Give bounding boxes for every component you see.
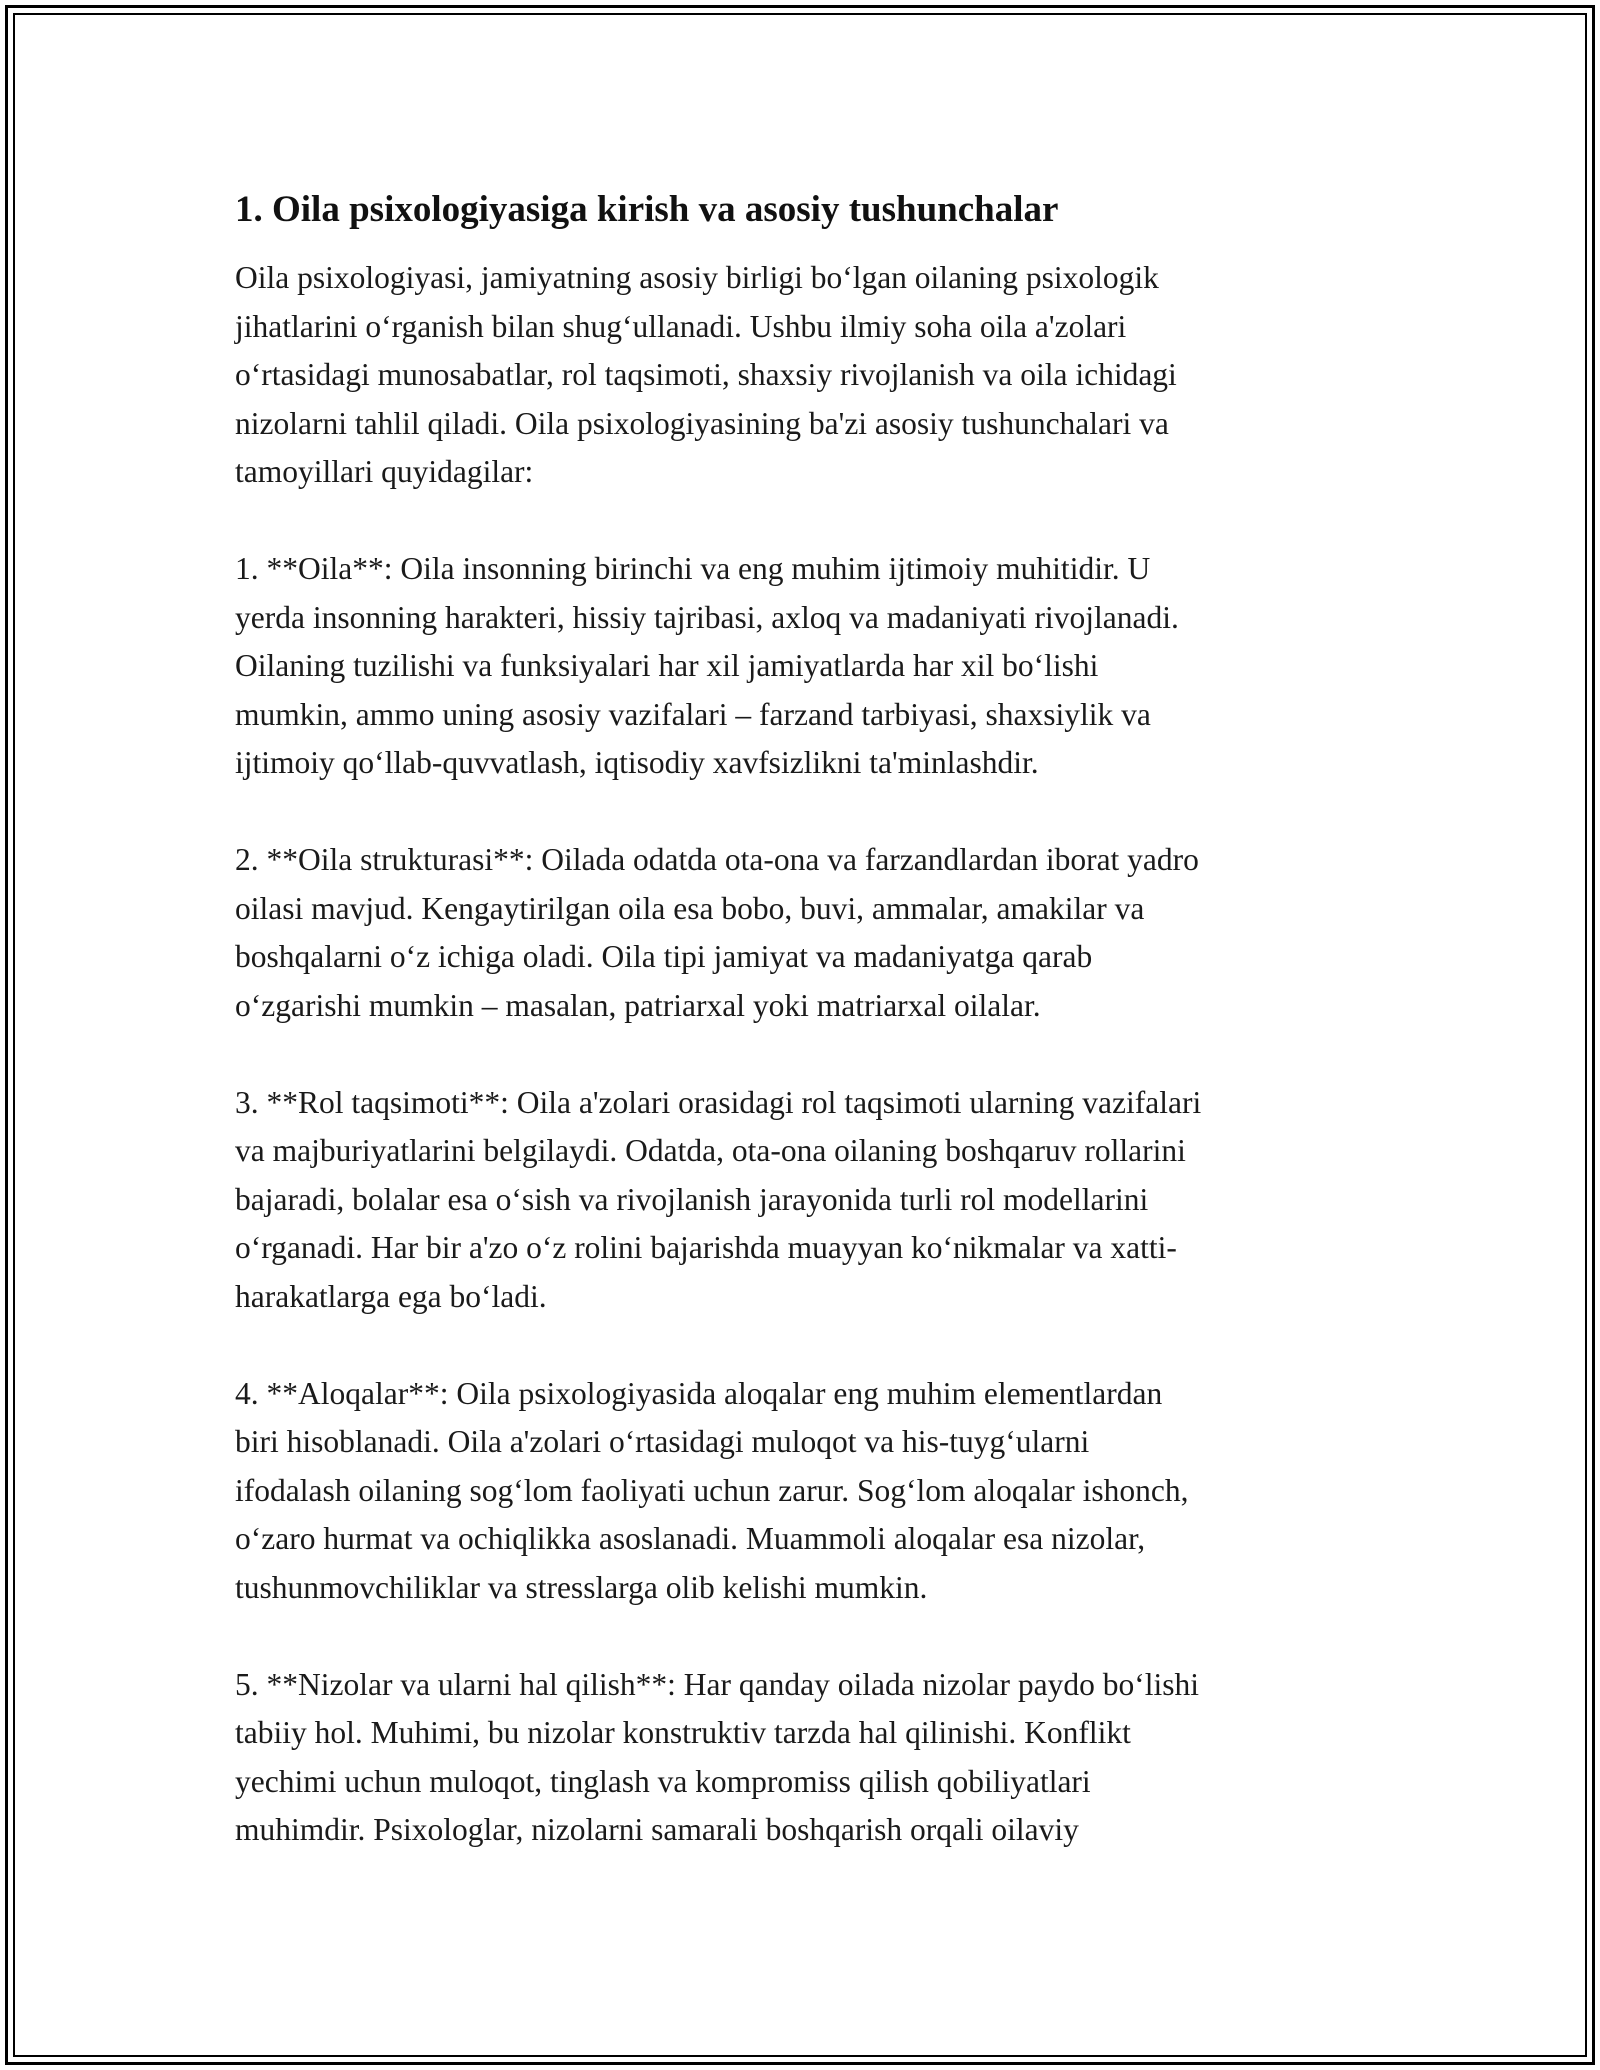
paragraph-oila: 1. **Oila**: Oila insonning birinchi va eng muhim ijtimoiy muhitidir. U yerda insonning harakteri, hissiy tajribasi, axloq va madaniyati rivojlanadi. Oilaning tuzilishi va funksiyalari har xil jamiyatlarda har xil bo‘lishi mumkin, ammo uning asosiy vazifalari – farzand tarbiyasi, shaxsiylik va ijtimoiy qo‘llab-quvvatlash, iqtisodiy xavfsizlikni ta'minlashdir.	[235, 551, 1179, 780]
paragraph-nizolar: 5. **Nizolar va ularni hal qilish**: Har qanday oilada nizolar paydo bo‘lishi tabiiy hol. Muhimi, bu nizolar konstruktiv tarzda hal qilinishi. Konflikt yechimi uchun muloqot, tinglash va kompromiss qilish qobiliyatlari muhimdir. Psixologlar, nizolarni samarali boshqarish orqali oilaviy	[235, 1666, 1199, 1847]
intro-paragraph: Oila psixologiyasi, jamiyatning asosiy birligi bo‘lgan oilaning psixologik jihatlarini o‘rganish bilan shug‘ullanadi. Ushbu ilmiy soha oila a'zolari o‘rtasidagi munosabatlar, rol taqsimoti, shaxsiy rivojlanish va oila ichidagi nizolarni tahlil qiladi. Oila psixologiyasining ba'zi asosiy tushunchalari va tamoyillari quyidagilar:	[235, 260, 1177, 489]
paragraph-oila-strukturasi: 2. **Oila strukturasi**: Oilada odatda ota-ona va farzandlardan iborat yadro oilasi mavjud. Kengaytirilgan oila esa bobo, buvi, ammalar, amakilar va boshqalarni o‘z ichiga oladi. Oila tipi jamiyat va madaniyatga qarab o‘zgarishi mumkin – masalan, patriarxal yoki matriarxal oilalar.	[235, 842, 1199, 1023]
paragraph-rol-taqsimoti: 3. **Rol taqsimoti**: Oila a'zolari orasidagi rol taqsimoti ularning vazifalari va majburiyatlarini belgilaydi. Odatda, ota-ona oilaning boshqaruv rollarini bajaradi, bolalar esa o‘sish va rivojlanish jarayonida turli rol modellarini o‘rganadi. Har bir a'zo o‘z rolini bajarishda muayyan ko‘nikmalar va xatti- harakatlarga ega bo‘ladi.	[235, 1084, 1202, 1314]
document-content	[235, 186, 1365, 1903]
paragraph-aloqalar: 4. **Aloqalar**: Oila psixologiyasida aloqalar eng muhim elementlardan biri hisoblanadi. Oila a'zolari o‘rtasidagi muloqot va his-tuyg‘ularni ifodalash oilaning sog‘lom faoliyati uchun zarur. Sog‘lom aloqalar ishonch, o‘zaro hurmat va ochiqlikka asoslanadi. Muammoli aloqalar esa nizolar, tushunmovchiliklar va stresslarga olib kelishi mumkin.	[235, 1375, 1189, 1605]
page-title: 1. Oila psixologiyasiga kirish va asosiy tushunchalar	[235, 189, 1059, 230]
